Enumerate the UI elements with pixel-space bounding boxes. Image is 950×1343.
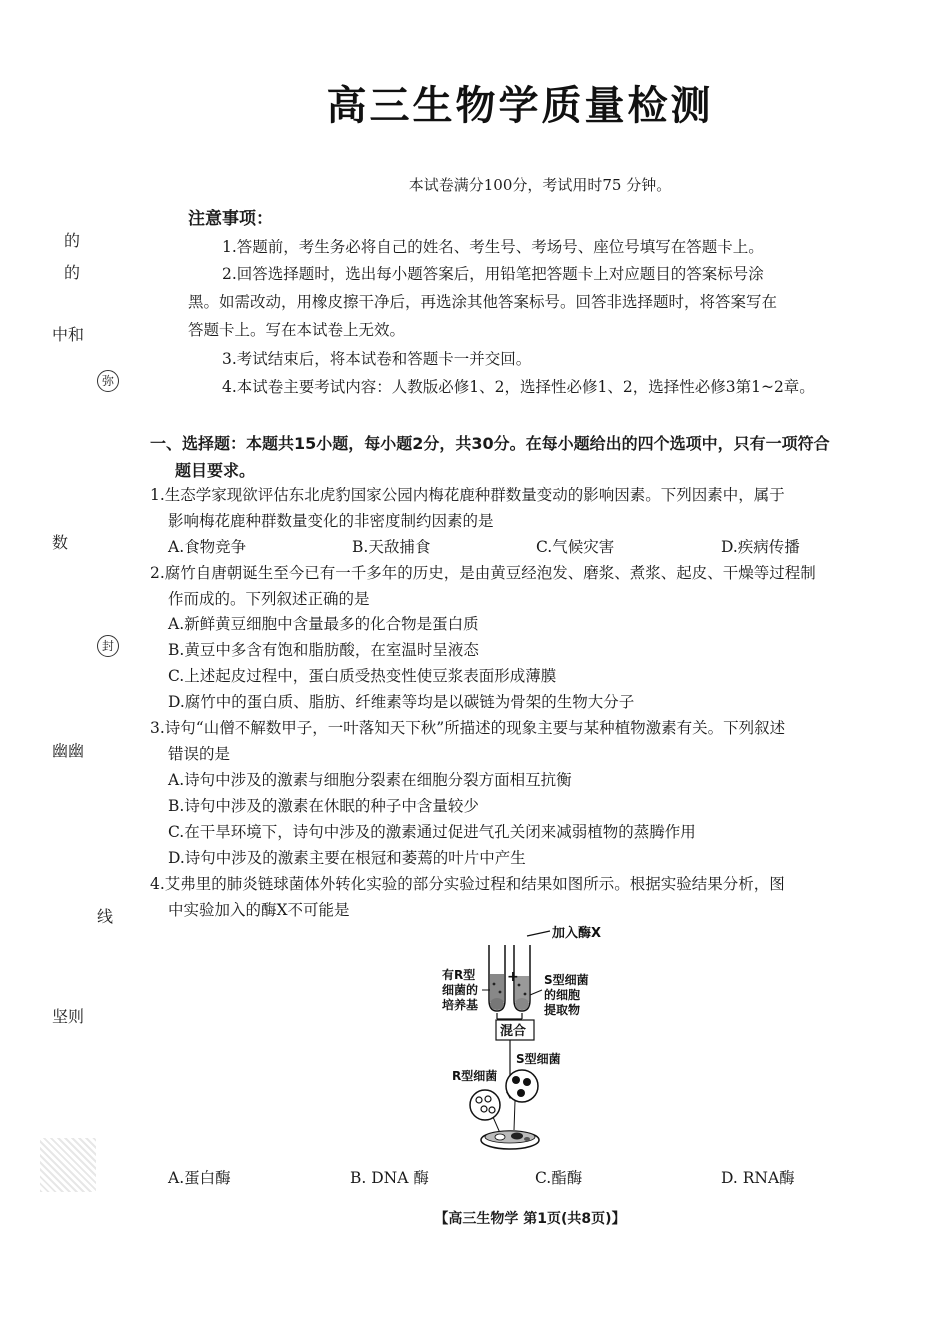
exam-info: 本试卷满分100分，考试用时75 分钟。 — [408, 176, 672, 194]
option-a: A.蛋白酶 — [168, 1169, 231, 1187]
option-b: B.黄豆中多含有饱和脂肪酸，在室温时呈液态 — [168, 641, 479, 659]
margin-text: 线 — [97, 907, 114, 926]
tube-right-label: 提取物 — [544, 1003, 581, 1017]
experiment-figure — [430, 918, 630, 1158]
plus-sign: + — [507, 969, 519, 985]
tube-left-label: 有R型 — [442, 968, 476, 982]
tube-left-label: 培养基 — [442, 998, 479, 1012]
s-bacteria-magnified — [506, 1070, 538, 1102]
question-stem: 4.艾弗里的肺炎链球菌体外转化实验的部分实验过程和结果如图所示。根据实验结果分析，图 — [150, 875, 785, 893]
question-stem: 3.诗句“山僧不解数甲子，一叶落知天下秋”所描述的现象主要与某种植物激素有关。下列叙述 — [150, 719, 786, 737]
r-bacteria-label: R型细菌 — [452, 1069, 498, 1083]
question-stem: 2.腐竹自唐朝诞生至今已有一千多年的历史，是由黄豆经泡发、磨浆、煮浆、起皮、干燥等过程制 — [150, 564, 816, 582]
section-heading: 题目要求。 — [175, 461, 256, 480]
question-stem: 作而成的。下列叙述正确的是 — [168, 590, 370, 608]
r-bacteria-magnified — [470, 1090, 500, 1120]
margin-text: 数 — [52, 533, 69, 552]
margin-text: 的 — [64, 231, 81, 250]
notice-line: 3.考试结束后，将本试卷和答题卡一并交回。 — [222, 350, 532, 368]
option-d: D.疾病传播 — [721, 538, 800, 556]
margin-text: 坚则 — [52, 1007, 85, 1026]
scan-artifact — [40, 1138, 96, 1192]
option-b: B.天敌捕食 — [352, 538, 431, 556]
option-c: C.上述起皮过程中，蛋白质受热变性使豆浆表面形成薄膜 — [168, 667, 557, 685]
seal-mark: 封 — [97, 635, 119, 657]
notice-heading: 注意事项： — [188, 209, 273, 229]
option-d: D.腐竹中的蛋白质、脂肪、纤维素等均是以碳链为骨架的生物大分子 — [168, 693, 635, 711]
tube-right-label: 的细胞 — [544, 988, 581, 1002]
add-enzyme-label: 加入酶X — [552, 926, 602, 941]
margin-text: 的 — [64, 263, 81, 282]
option-b: B. DNA 酶 — [350, 1169, 429, 1187]
margin-text: 中和 — [52, 325, 85, 344]
option-a: A.新鲜黄豆细胞中含量最多的化合物是蛋白质 — [168, 615, 479, 633]
option-d: D. RNA酶 — [721, 1169, 795, 1187]
option-b: B.诗句中涉及的激素在休眠的种子中含量较少 — [168, 797, 479, 815]
tube-left-label: 细菌的 — [442, 983, 479, 997]
notice-line: 黑。如需改动，用橡皮擦干净后，再选涂其他答案标号。回答非选择题时，将答案写在 — [188, 293, 778, 311]
option-c: C.酯酶 — [535, 1169, 583, 1187]
page-title: 高三生物学质量检测 — [326, 83, 714, 129]
option-a: A.食物竞争 — [168, 538, 247, 556]
tube-right-label: S型细菌 — [544, 973, 589, 987]
question-stem: 错误的是 — [168, 745, 231, 763]
option-c: C.气候灾害 — [536, 538, 615, 556]
option-a: A.诗句中涉及的激素与细胞分裂素在细胞分裂方面相互抗衡 — [168, 771, 572, 789]
culture-medium — [490, 974, 504, 1002]
question-stem: 1.生态学家现欲评估东北虎豹国家公园内梅花鹿种群数量变动的影响因素。下列因素中，属于 — [150, 486, 785, 504]
section-heading: 一、选择题：本题共15小题，每小题2分，共30分。在每小题给出的四个选项中，只有一项符合 — [150, 434, 830, 453]
mix-label: 混合 — [500, 1024, 527, 1039]
notice-line: 4.本试卷主要考试内容：人教版必修1、2，选择性必修1、2，选择性必修3第1~2章。 — [222, 378, 815, 396]
seal-mark: 弥 — [97, 370, 119, 392]
s-bacteria-label: S型细菌 — [516, 1052, 561, 1066]
question-stem: 中实验加入的酶X不可能是 — [168, 901, 350, 919]
option-c: C.在干旱环境下，诗句中涉及的激素通过促进气孔关闭来减弱植物的蒸腾作用 — [168, 823, 696, 841]
notice-line: 1.答题前，考生务必将自己的姓名、考生号、考场号、座位号填写在答题卡上。 — [222, 238, 764, 256]
notice-line: 答题卡上。写在本试卷上无效。 — [188, 321, 406, 339]
page-footer: 【高三生物学 第1页(共8页)】 — [434, 1211, 626, 1227]
option-d: D.诗句中涉及的激素主要在根冠和萎蔫的叶片中产生 — [168, 849, 526, 867]
margin-text: 幽幽 — [52, 741, 85, 760]
notice-line: 2.回答选择题时，选出每小题答案后，用铅笔把答题卡上对应题目的答案标号涂 — [222, 265, 764, 283]
pointer-line — [527, 931, 550, 936]
question-stem: 影响梅花鹿种群数量变化的非密度制约因素的是 — [168, 512, 494, 530]
